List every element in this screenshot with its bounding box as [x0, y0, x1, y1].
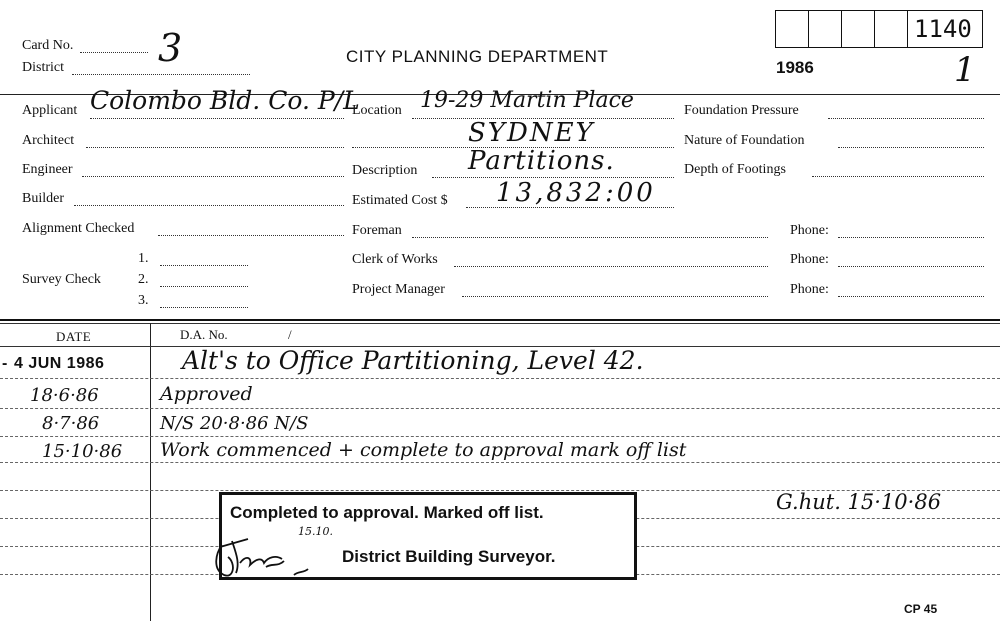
card-number-box	[907, 10, 983, 48]
phone-dots-2	[838, 266, 984, 267]
architect-label: Architect	[22, 133, 75, 148]
log-text: N/S 20·8·86 N/S	[160, 413, 309, 434]
phone-dots-3	[838, 296, 984, 297]
number-box-3	[841, 10, 875, 48]
log-date: 15·10·86	[42, 441, 123, 462]
da-no-header: D.A. No.	[180, 327, 228, 342]
location-value-1: 19-29 Martin Place	[420, 88, 634, 113]
stamp-line-1: Completed to approval. Marked off list.	[230, 503, 544, 522]
phone-label-2: Phone:	[790, 252, 829, 267]
number-box-4	[874, 10, 908, 48]
project-manager-dots	[462, 296, 768, 297]
log-text: Work commenced + complete to approval mark off list	[160, 439, 687, 461]
survey-dots-1	[160, 265, 248, 266]
survey-item-2: 2.	[138, 272, 149, 287]
survey-dots-2	[160, 286, 248, 287]
survey-dots-3	[160, 307, 248, 308]
foundation-pressure-label: Foundation Pressure	[684, 103, 799, 118]
description-value: Partitions.	[468, 146, 615, 176]
foreman-label: Foreman	[352, 223, 402, 238]
phone-dots-1	[838, 237, 984, 238]
department-title: CITY PLANNING DEPARTMENT	[346, 47, 609, 66]
number-box-1	[775, 10, 809, 48]
architect-dots	[86, 147, 344, 148]
card-no-value: 3	[158, 26, 183, 70]
depth-of-footings-label: Depth of Footings	[684, 162, 786, 177]
engineer-label: Engineer	[22, 162, 73, 177]
estimated-cost-label: Estimated Cost $	[352, 193, 448, 208]
da-no-value: /	[288, 327, 292, 342]
completion-stamp	[219, 492, 637, 580]
nature-of-foundation-label: Nature of Foundation	[684, 133, 805, 148]
card-number: 1140	[914, 15, 972, 43]
applicant-value: Colombo Bld. Co. P/L	[90, 86, 360, 115]
log-date: 18·6·86	[30, 385, 99, 406]
number-box-2	[808, 10, 842, 48]
clerk-label: Clerk of Works	[352, 252, 438, 267]
log-rule-3	[0, 436, 1000, 437]
card-no-label: Card No.	[22, 38, 74, 53]
log-rule-2	[0, 408, 1000, 409]
alignment-label: Alignment Checked	[22, 221, 135, 236]
log-rule-1	[0, 378, 1000, 379]
project-manager-label: Project Manager	[352, 282, 445, 297]
stamp-line-2: District Building Surveyor.	[342, 547, 556, 566]
log-rule-4	[0, 462, 1000, 463]
builder-dots	[74, 205, 344, 206]
foreman-dots	[412, 237, 768, 238]
estimated-cost-value: 13,832:00	[496, 178, 656, 208]
card-mark: 1	[954, 50, 976, 90]
card-no-dots	[80, 52, 148, 53]
location-label: Location	[352, 103, 402, 118]
depth-dots	[812, 176, 984, 177]
entry-1-dash: -	[2, 355, 8, 372]
form-code: CP 45	[904, 602, 938, 616]
year-label: 1986	[776, 58, 814, 77]
nature-dots	[838, 147, 984, 148]
section-divider-top	[0, 319, 1000, 321]
district-label: District	[22, 60, 64, 75]
log-text: Approved	[160, 383, 253, 405]
date-column-divider	[150, 323, 151, 621]
log-date: 8·7·86	[42, 413, 100, 434]
alignment-dots	[158, 235, 344, 236]
applicant-label: Applicant	[22, 103, 78, 118]
builder-label: Builder	[22, 191, 64, 206]
clerk-dots	[454, 266, 768, 267]
survey-item-1: 1.	[138, 251, 149, 266]
engineer-dots	[82, 176, 344, 177]
log-date: 4 JUN 1986	[14, 355, 105, 372]
survey-item-3: 3.	[138, 293, 149, 308]
phone-label-3: Phone:	[790, 282, 829, 297]
signature-image	[206, 523, 316, 585]
date-header: DATE	[56, 329, 92, 344]
district-dots	[72, 74, 250, 75]
initials-note: G.hut. 15·10·86	[776, 490, 942, 514]
location-value-2: SYDNEY	[468, 118, 595, 148]
survey-check-label: Survey Check	[22, 272, 101, 287]
foundation-pressure-dots	[828, 118, 984, 119]
applicant-dots	[90, 118, 344, 119]
log-text: Alt's to Office Partitioning, Level 42.	[182, 346, 644, 375]
stamp-date-mark: 15.10.	[298, 525, 333, 538]
description-label: Description	[352, 163, 418, 178]
phone-label-1: Phone:	[790, 223, 829, 238]
